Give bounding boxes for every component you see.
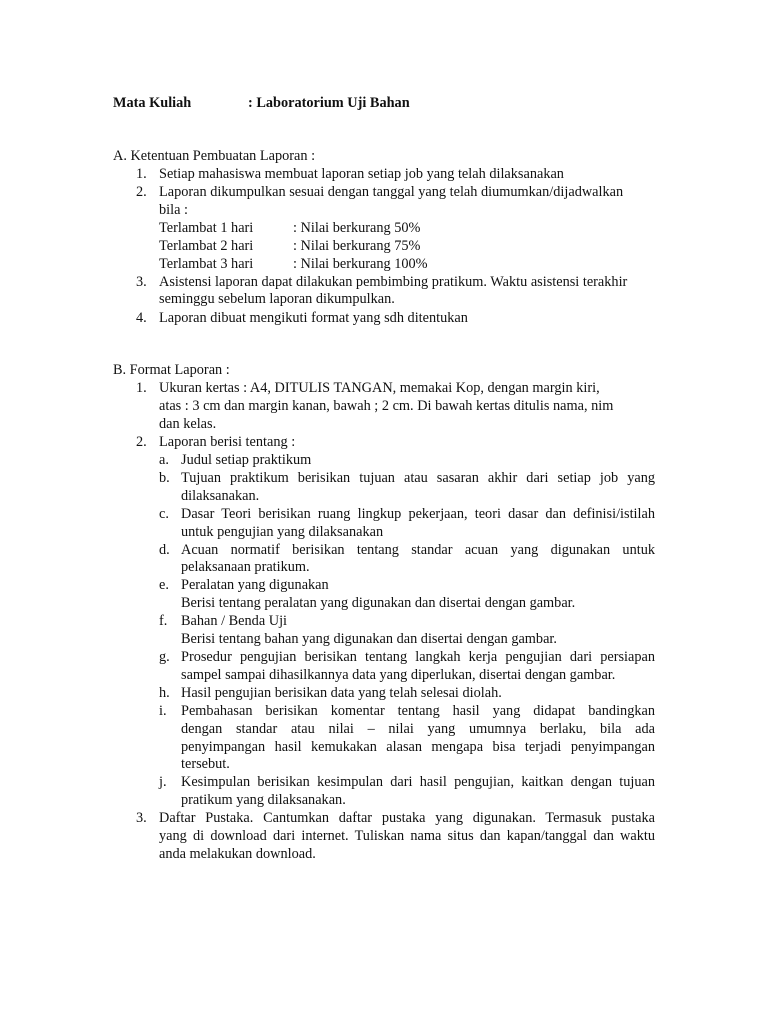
sublist-item-text: pelaksanaan pratikum. [181,559,310,575]
sublist-item-text: pratikum yang dilaksanakan. [181,792,346,808]
list-marker: 3. [136,274,147,290]
section-a-title: A. Ketentuan Pembuatan Laporan : [113,148,316,164]
section-b-title: B. Format Laporan : [113,362,230,378]
list-item-text: Ukuran kertas : A4, DITULIS TANGAN, memakai Kop, dengan margin kiri, [159,380,600,396]
list-marker: 2. [136,434,147,450]
sublist-item-text: Berisi tentang bahan yang digunakan dan disertai dengan gambar. [181,631,557,647]
list-item-text: bila : [159,202,188,218]
sublist-item-text: sampel sampai dihasilkannya data yang diperlukan, disertai dengan gambar. [181,667,616,683]
list-item-text: atas : 3 cm dan margin kanan, bawah ; 2 cm. Di bawah kertas ditulis nama, nim [159,398,614,414]
penalty-value: : Nilai berkurang 100% [293,256,428,272]
list-item-text: Asistensi laporan dapat dilakukan pembimbing pratikum. Waktu asistensi terakhir [159,274,628,290]
list-item-text: Laporan dikumpulkan sesuai dengan tanggal yang telah diumumkan/dijadwalkan [159,184,624,200]
sublist-item-text: dengan standar atau nilai – nilai yang umumnya berlaku, bila ada [181,721,655,737]
list-marker: 3. [136,810,147,826]
list-item-text: seminggu sebelum laporan dikumpulkan. [159,291,395,307]
list-item-text: Setiap mahasiswa membuat laporan setiap job yang telah dilaksanakan [159,166,564,182]
penalty-value: : Nilai berkurang 75% [293,238,421,254]
sublist-item-text: Pembahasan berisikan komentar tentang hasil yang didapat bandingkan [181,703,655,719]
sublist-item-text: untuk pengujian yang dilaksanakan [181,524,384,540]
sublist-marker: j. [159,774,167,790]
list-item-text: yang di download dari internet. Tuliskan nama situs dan kapan/tanggal dan waktu [159,828,655,844]
sublist-item-text: Hasil pengujian berisikan data yang telah selesai diolah. [181,685,502,701]
list-item-text: Laporan dibuat mengikuti format yang sdh ditentukan [159,310,468,326]
sublist-item-text: Dasar Teori berisikan ruang lingkup pekerjaan, teori dasar dan definisi/istilah [181,506,655,522]
penalty-value: : Nilai berkurang 50% [293,220,421,236]
list-marker: 1. [136,380,147,396]
list-item-text: anda melakukan download. [159,846,316,862]
sublist-marker: a. [159,452,169,468]
sublist-marker: i. [159,703,167,719]
sublist-marker: c. [159,506,169,522]
sublist-item-text: Prosedur pengujian berisikan tentang langkah kerja pengujian dari persiapan [181,649,655,665]
sublist-item-text: dilaksanakan. [181,488,260,504]
sublist-marker: d. [159,542,170,558]
course-label: Mata Kuliah [113,95,192,111]
sublist-item-text: Kesimpulan berisikan kesimpulan dari hasil pengujian, kaitkan dengan tujuan [181,774,655,790]
sublist-item-text: Peralatan yang digunakan [181,577,329,593]
list-item-text: Laporan berisi tentang : [159,434,296,450]
list-item-text: Daftar Pustaka. Cantumkan daftar pustaka yang digunakan. Termasuk pustaka [159,810,655,826]
sublist-marker: h. [159,685,170,701]
penalty-label: Terlambat 1 hari [159,220,254,236]
penalty-label: Terlambat 2 hari [159,238,254,254]
sublist-item-text: Tujuan praktikum berisikan tujuan atau sasaran akhir dari setiap job yang [181,470,655,486]
sublist-item-text: Bahan / Benda Uji [181,613,288,629]
sublist-marker: f. [159,613,168,629]
list-item-text: dan kelas. [159,416,217,432]
sublist-marker: b. [159,470,170,486]
sublist-item-text: penyimpangan hasil kemukakan alasan mengapa bisa terjadi penyimpangan [181,739,655,755]
course-value: : Laboratorium Uji Bahan [248,95,410,111]
sublist-item-text: Judul setiap praktikum [181,452,312,468]
sublist-marker: e. [159,577,169,593]
sublist-item-text: Berisi tentang peralatan yang digunakan dan disertai dengan gambar. [181,595,576,611]
sublist-item-text: tersebut. [181,756,230,772]
list-marker: 4. [136,310,147,326]
penalty-label: Terlambat 3 hari [159,256,254,272]
list-marker: 1. [136,166,147,182]
list-marker: 2. [136,184,147,200]
sublist-item-text: Acuan normatif berisikan tentang standar acuan yang digunakan untuk [181,542,655,558]
sublist-marker: g. [159,649,170,665]
